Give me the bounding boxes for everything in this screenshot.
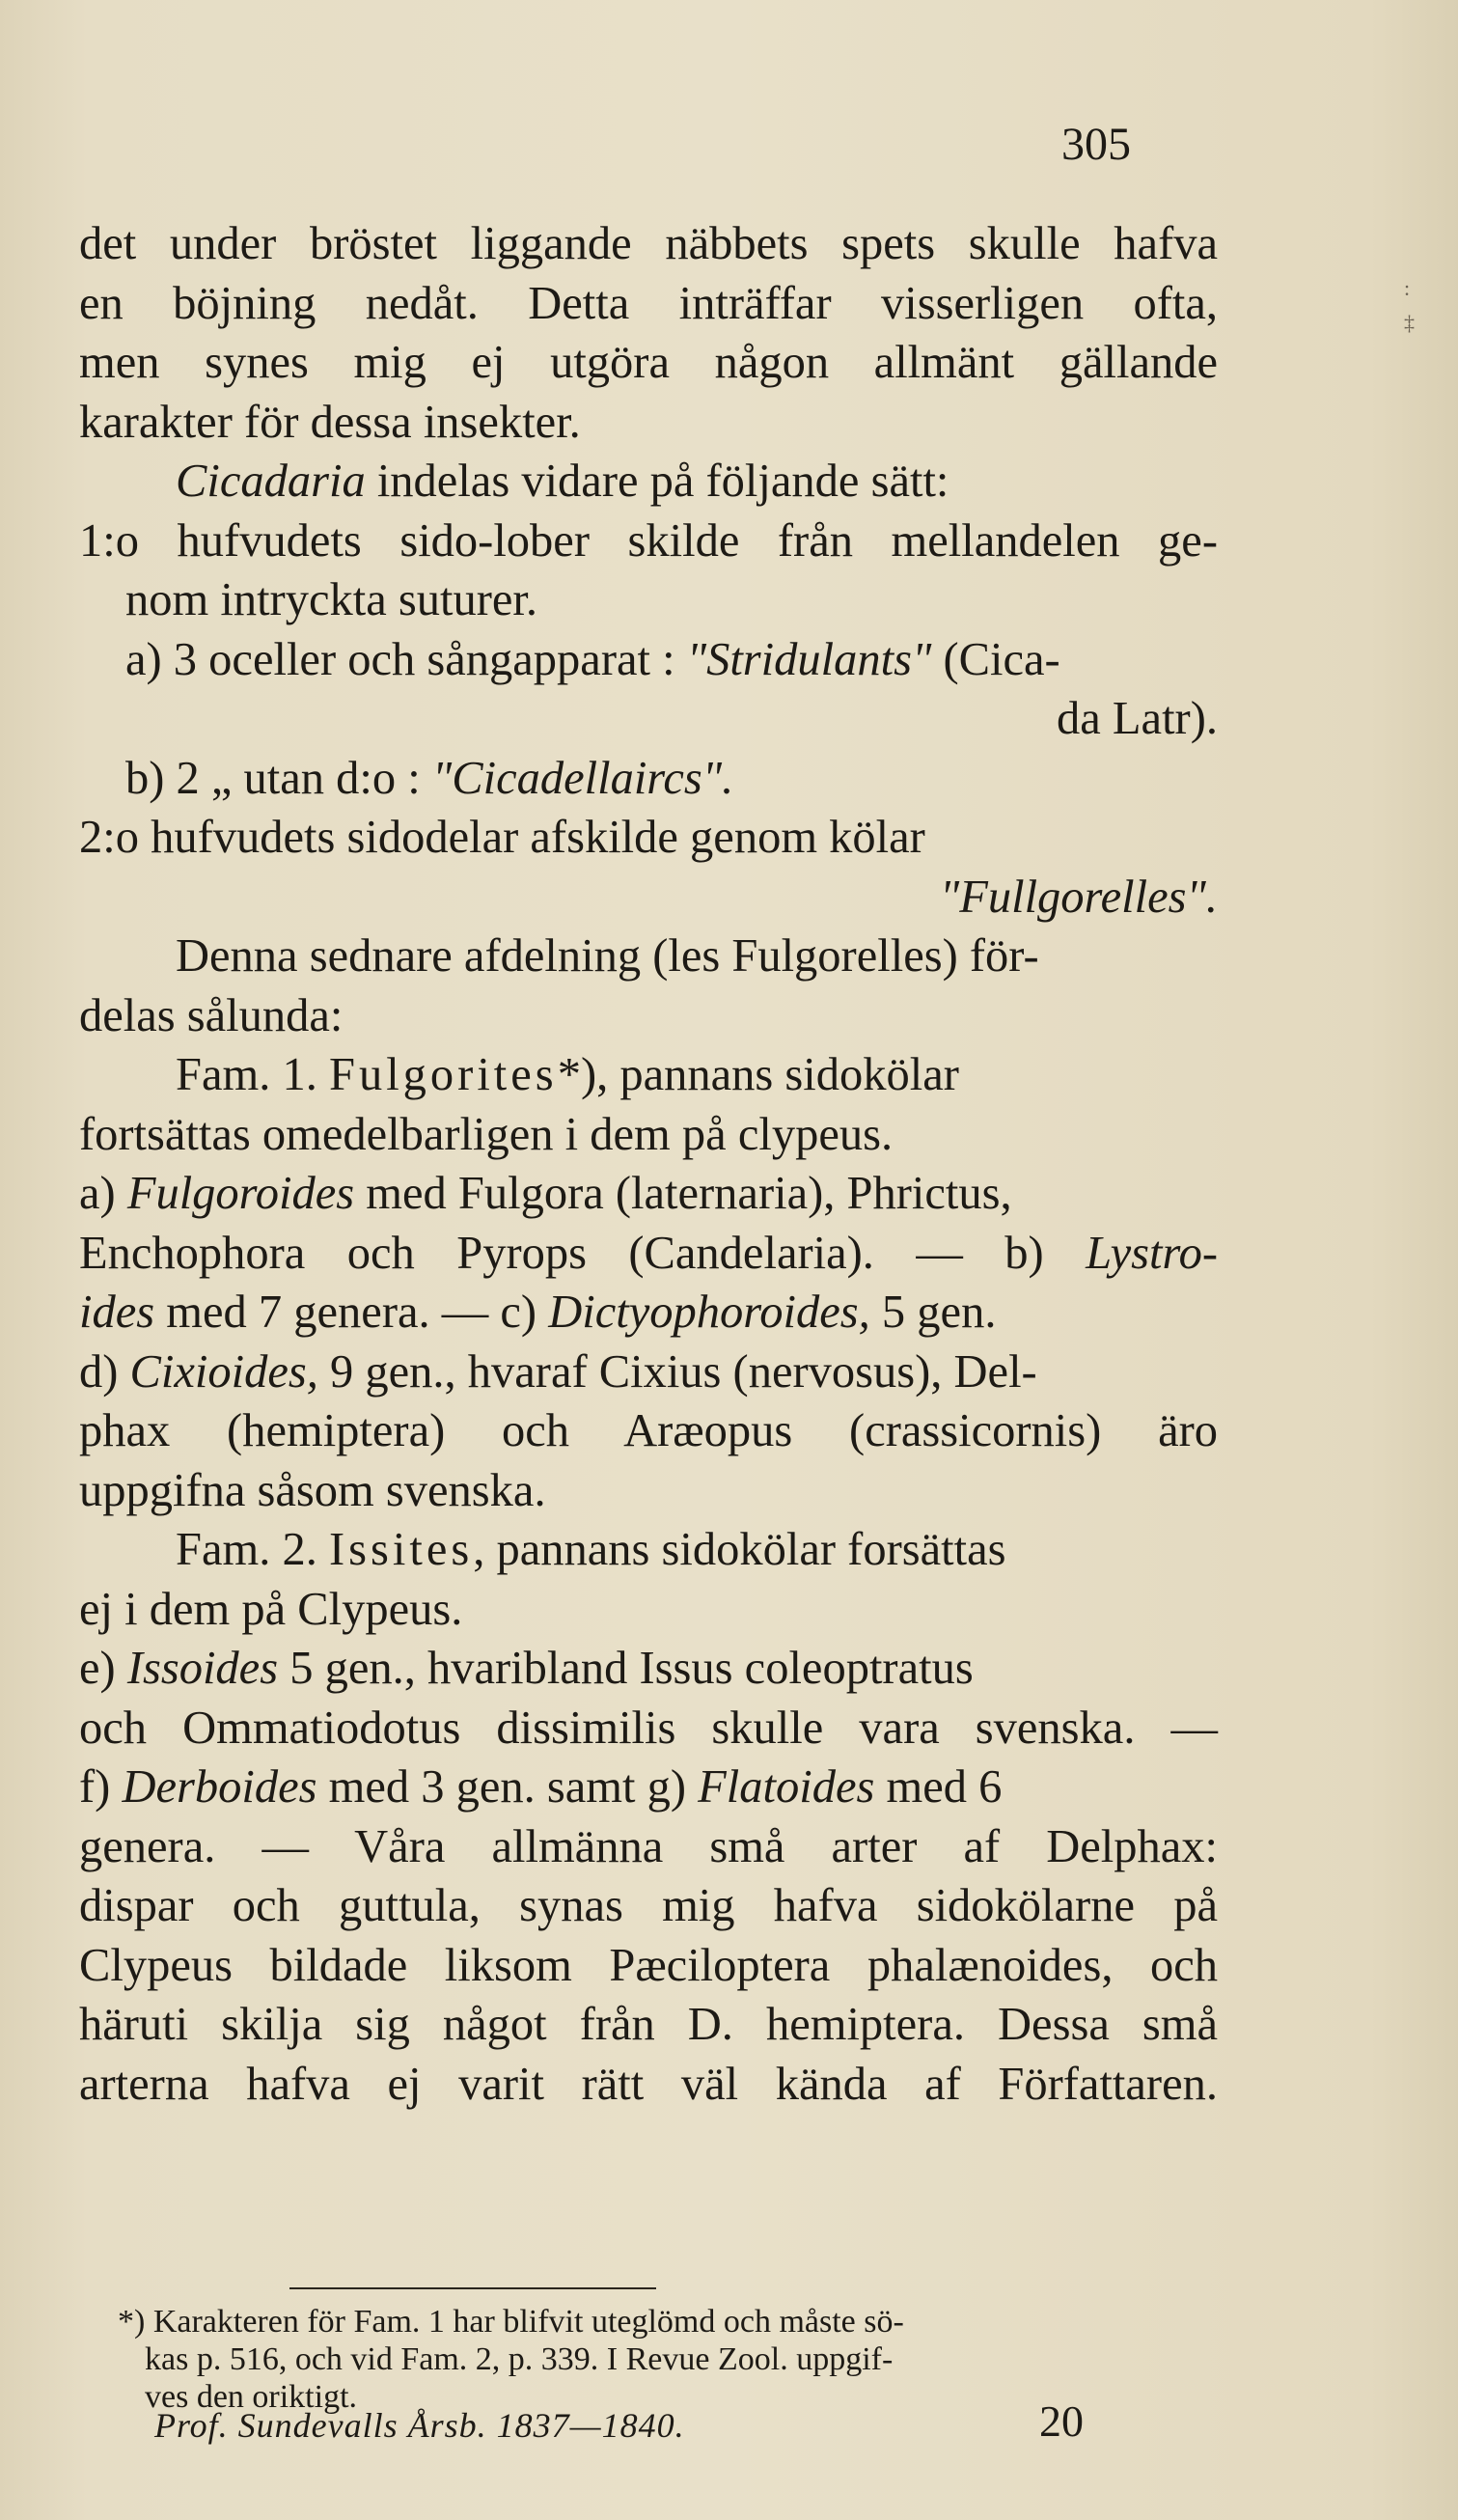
text-line: b) 2 „ utan d:o : "Cicadellaircs". [125,752,734,804]
text-line: Fam. 1. Fulgorites*), pannans sidokölar [176,1049,959,1100]
text-line: Enchophora och Pyrops (Candelaria). — b) Lystro- [79,1227,1218,1279]
footnote-divider [289,2287,656,2289]
text-line: karakter för dessa insekter. [79,396,581,448]
text-line: d) Cixioides, 9 gen., hvaraf Cixius (nervosus), Del- [79,1345,1037,1398]
text-line: ides med 7 genera. — c) Dictyophoroides, 5 gen. [79,1287,997,1338]
text-line: genera. — Våra allmänna små arter af Delphax: [79,1820,1218,1872]
text-line: ej i dem på Clypeus. [79,1583,463,1635]
text-line: Clypeus bildade liksom Pæciloptera phalænoides, och [79,1939,1218,1991]
text-line: arterna hafva ej varit rätt väl kända af Författaren. [79,2058,1218,2110]
text-line: 1:o hufvudets sido-lober skilde från mellandelen ge- [79,514,1218,567]
margin-mark: : [1404,276,1411,300]
text-line: Cicadaria indelas vidare på följande sätt: [176,456,949,507]
text-line: häruti skilja sig något från D. hemiptera. Dessa små [79,1999,1218,2050]
footnote-line: kas p. 516, och vid Fam. 2, p. 339. I Revue Zool. uppgif- [145,2341,894,2377]
text-line: da Latr). [1057,693,1218,744]
text-line: Fam. 2. Issites, pannans sidokölar forsättas [176,1524,1006,1575]
text-line: e) Issoides 5 gen., hvaribland Issus coleoptratus [79,1643,974,1694]
text-line: a) 3 oceller och sångapparat : "Stridulants" (Cica- [125,633,1060,685]
text-line: uppgifna såsom svenska. [79,1464,546,1516]
text-line: delas sålunda: [79,989,344,1041]
text-line: det under bröstet liggande näbbets spets skulle hafva [79,218,1218,269]
text-line: phax (hemiptera) och Aræopus (crassicornis) äro [79,1405,1218,1456]
footnote-line: ves den oriktigt. [145,2379,358,2415]
text-line: dispar och guttula, synas mig hafva sidokölarne på [79,1880,1218,1931]
text-line: nom intryckta suturer. [125,574,537,625]
text-line: "Fullgorelles". [939,871,1218,923]
text-line: f) Derboides med 3 gen. samt g) Flatoides med 6 [79,1761,1003,1813]
footnote-line: *) Karakteren för Fam. 1 har blifvit uteglömd och måste sö- [118,2304,904,2340]
page-number: 305 [1061,119,1131,170]
text-line: fortsättas omedelbarligen i dem på clypeus. [79,1108,894,1160]
text-line: 2:o hufvudets sidodelar afskilde genom kölar [79,812,925,863]
text-line: Denna sednare afdelning (les Fulgorelles) för- [176,930,1039,982]
text-line: a) Fulgoroides med Fulgora (laternaria), Phrictus, [79,1168,1012,1219]
text-line: och Ommatiodotus dissimilis skulle vara svenska. — [79,1702,1218,1754]
signature-number: 20 [1039,2396,1084,2446]
text-line: men synes mig ej utgöra någon allmänt gällande [79,337,1218,388]
main-text [79,214,1218,2114]
signature-line: Prof. Sundevalls Årsb. 1837—1840. [154,2406,685,2445]
text-line: en böjning nedåt. Detta inträffar visserligen ofta, [79,277,1218,329]
margin-mark: ‡ [1404,311,1415,335]
